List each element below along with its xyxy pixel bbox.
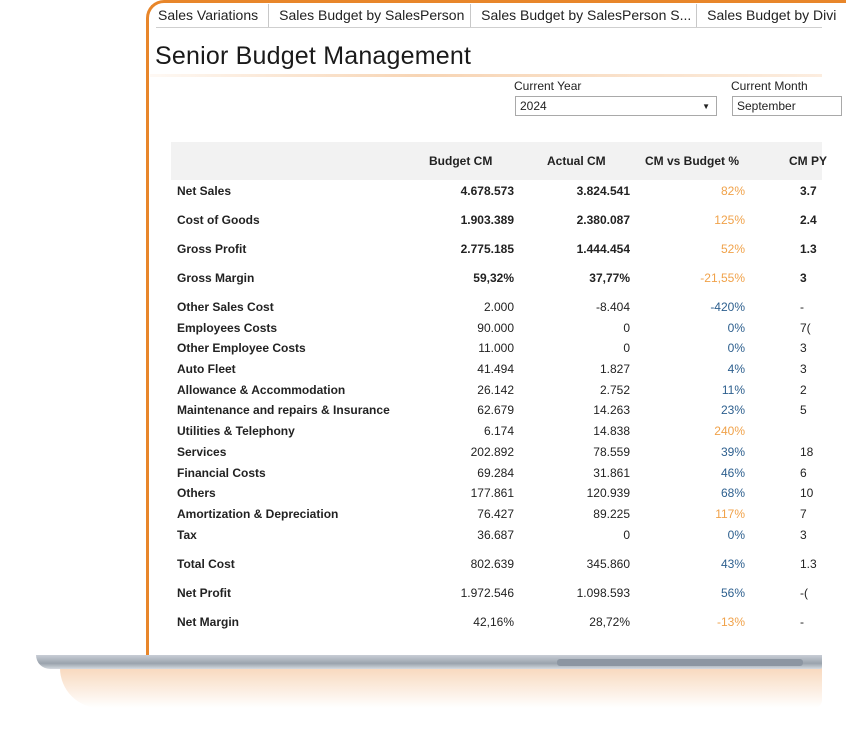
table-row [0,362,822,378]
budget-cm-cell: 69.284 [477,466,514,480]
cm-vs-budget-cell: 23% [720,403,745,417]
row-label: Other Sales Cost [177,300,274,314]
row-label: Maintenance and repairs & Insurance [177,403,390,417]
table-row [0,271,822,287]
cm-vs-budget-cell: 0% [727,528,745,542]
cm-vs-budget-cell: 117% [715,507,745,521]
cm-vs-budget-cell: 240% [714,424,745,438]
cm-vs-budget-cell: 0% [727,321,745,335]
actual-cm-cell: 28,72% [589,615,630,629]
row-label: Employees Costs [177,321,278,335]
cm-vs-budget-cell: 82% [720,184,745,198]
row-label: Net Sales [177,184,232,198]
cm-py-cell: 3 [800,362,807,376]
cm-py-cell: 2 [800,383,807,397]
actual-cm-cell: 120.939 [586,486,630,500]
cm-vs-budget-cell: -21,55% [700,271,745,285]
sheet-tabs [156,4,837,28]
cm-py-cell: 3 [800,271,807,285]
column-header-cm-vs-budget: CM vs Budget % [645,154,740,168]
actual-cm-cell: 1.444.454 [576,242,630,256]
row-label: Allowance & Accommodation [177,383,346,397]
row-label: Gross Profit [177,242,247,256]
table-row [0,403,822,419]
cm-py-cell: 7 [800,507,807,521]
cm-vs-budget-cell: 4% [727,362,745,376]
budget-cm-cell: 6.174 [483,424,514,438]
table-row [0,424,822,440]
current-year-label: Current Year [514,79,582,93]
cm-vs-budget-cell: 39% [720,445,745,459]
table-row [0,445,822,461]
actual-cm-cell: 1.098.593 [576,586,630,600]
row-label: Cost of Goods [177,213,260,227]
row-label: Gross Margin [177,271,255,285]
budget-cm-cell: 1.972.546 [460,586,514,600]
budget-cm-cell: 202.892 [470,445,514,459]
table-row [0,615,822,631]
cm-vs-budget-cell: -420% [710,300,745,314]
cm-py-cell: 3.7 [800,184,817,198]
budget-cm-cell: 802.639 [470,557,514,571]
tab-sales-budget-by-salesperson-s[interactable]: Sales Budget by SalesPerson S... [471,4,697,27]
cm-py-cell: 10 [800,486,814,500]
actual-cm-cell: 14.263 [593,403,630,417]
budget-cm-cell: 2.000 [483,300,514,314]
budget-cm-cell: 42,16% [473,615,514,629]
table-row [0,528,822,544]
row-label: Utilities & Telephony [177,424,295,438]
cm-py-cell: 18 [800,445,814,459]
cm-py-cell: 1.3 [800,242,817,256]
actual-cm-cell: -8.404 [595,300,630,314]
budget-cm-cell: 36.687 [477,528,514,542]
actual-cm-cell: 37,77% [589,271,630,285]
actual-cm-cell: 0 [623,528,630,542]
cm-vs-budget-cell: 43% [720,557,745,571]
actual-cm-cell: 1.827 [599,362,630,376]
chevron-down-icon: ▼ [702,102,710,111]
current-year-value: 2024 [520,99,547,113]
current-month-select[interactable] [732,96,842,116]
cm-vs-budget-cell: 56% [720,586,745,600]
table-row [0,507,822,523]
budget-cm-cell: 4.678.573 [460,184,514,198]
table-row [0,557,822,573]
budget-cm-cell: 177.861 [470,486,514,500]
tab-sales-variations[interactable]: Sales Variations [156,4,269,27]
actual-cm-cell: 31.861 [593,466,630,480]
row-label: Others [177,486,216,500]
budget-cm-cell: 76.427 [477,507,514,521]
table-row [0,242,822,258]
budget-cm-cell: 41.494 [477,362,514,376]
table-row [0,466,822,482]
tab-sales-budget-by-division[interactable]: Sales Budget by Divi [707,7,837,23]
table-row [0,586,822,602]
row-label: Financial Costs [177,466,266,480]
cm-py-cell: 3 [800,528,807,542]
row-label: Auto Fleet [177,362,236,376]
actual-cm-cell: 14.838 [593,424,630,438]
cm-py-cell: - [800,615,804,629]
row-label: Net Profit [177,586,231,600]
table-row [0,184,822,200]
column-header-actual-cm: Actual CM [547,154,606,168]
budget-cm-cell: 26.142 [477,383,514,397]
actual-cm-cell: 89.225 [593,507,630,521]
stand-shadow [60,668,822,708]
actual-cm-cell: 2.752 [599,383,630,397]
tab-sales-budget-by-salesperson[interactable]: Sales Budget by SalesPerson [269,4,471,27]
cm-py-cell: 6 [800,466,807,480]
row-label: Total Cost [177,557,235,571]
table-row [0,383,822,399]
cm-py-cell: 5 [800,403,807,417]
budget-cm-cell: 90.000 [477,321,514,335]
column-header-cm-py: CM PY [789,154,828,168]
actual-cm-cell: 0 [623,341,630,355]
row-label: Services [177,445,227,459]
page-title: Senior Budget Management [155,42,472,70]
budget-cm-cell: 59,32% [473,271,514,285]
cm-py-cell: -( [800,586,808,600]
row-label: Net Margin [177,615,240,629]
title-underline [150,74,822,77]
cm-vs-budget-cell: 0% [727,341,745,355]
cm-vs-budget-cell: 125% [714,213,745,227]
table-row [0,341,822,357]
budget-cm-cell: 62.679 [477,403,514,417]
cm-py-cell: - [800,300,804,314]
budget-cm-cell: 11.000 [478,341,514,355]
current-month-label: Current Month [731,79,808,93]
cm-py-cell: 3 [800,341,807,355]
current-month-value: September [737,99,796,113]
cm-py-cell: 2.4 [800,213,817,227]
row-label: Amortization & Depreciation [177,507,339,521]
actual-cm-cell: 2.380.087 [576,213,630,227]
budget-cm-cell: 1.903.389 [460,213,514,227]
table-row [0,321,822,337]
actual-cm-cell: 78.559 [593,445,630,459]
table-row [0,486,822,502]
budget-cm-cell: 2.775.185 [460,242,514,256]
stand-highlight [557,659,803,666]
cm-vs-budget-cell: 11% [721,383,745,397]
actual-cm-cell: 3.824.541 [576,184,630,198]
table-row [0,213,822,229]
cm-py-cell: 7( [800,321,811,335]
current-year-select[interactable] [515,96,717,116]
cm-vs-budget-cell: 46% [720,466,745,480]
column-header-budget-cm: Budget CM [429,154,493,168]
row-label: Tax [177,528,197,542]
cm-vs-budget-cell: 52% [720,242,745,256]
actual-cm-cell: 345.860 [586,557,630,571]
table-row [0,300,822,316]
actual-cm-cell: 0 [623,321,630,335]
cm-vs-budget-cell: 68% [720,486,745,500]
row-label: Other Employee Costs [177,341,306,355]
cm-py-cell: 1.3 [800,557,817,571]
cm-vs-budget-cell: -13% [716,615,745,629]
